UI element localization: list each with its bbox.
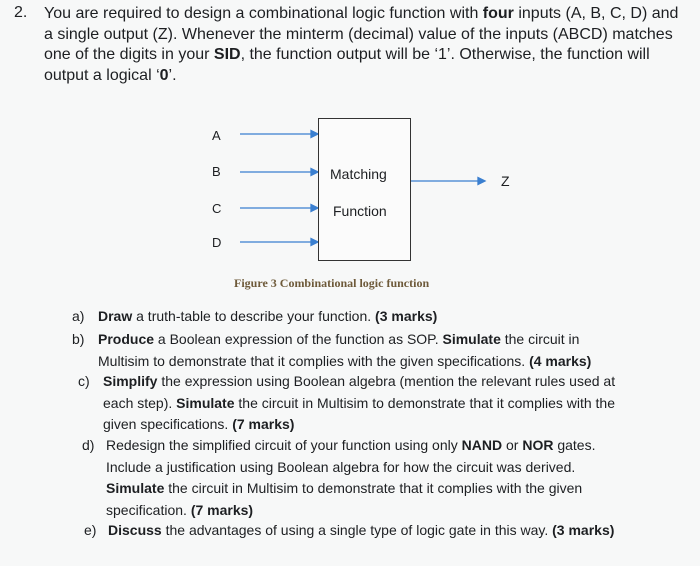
input-label-b: B xyxy=(212,164,221,179)
emphasis-text: (4 marks) xyxy=(529,352,592,369)
figure-caption: Figure 3 Combinational logic function xyxy=(234,276,430,290)
part-label: a) xyxy=(72,308,85,324)
input-label-d: D xyxy=(212,235,222,250)
line-text: , the function output will be ‘1’. Otherwise, the function will xyxy=(240,46,650,63)
emphasis-text: (3 marks) xyxy=(552,522,615,538)
emphasis-text: Simulate xyxy=(176,394,235,411)
input-label-a: A xyxy=(212,128,221,143)
part-line xyxy=(106,457,575,478)
box-label-matching: Matching xyxy=(330,166,387,182)
input-label-c: C xyxy=(212,201,222,216)
line-text: Include a justification using Boolean algebra for how the circuit was derived. xyxy=(106,458,576,475)
part-label: e) xyxy=(84,522,97,538)
part-line xyxy=(108,520,614,541)
part-line xyxy=(106,478,582,499)
line-text: the circuit in Multisim to demonstrate that it complies with the xyxy=(234,394,615,411)
emphasis-text: Simulate xyxy=(442,331,501,347)
line-text: gates. xyxy=(553,437,596,453)
box-label-function: Function xyxy=(333,203,387,219)
line-text: a single output (Z). Whenever the minterm (decimal) value of the inputs (ABCD) matches xyxy=(44,25,673,43)
line-text: ’. xyxy=(168,66,177,84)
line-text: given specifications. xyxy=(103,416,233,432)
part-line xyxy=(106,435,595,456)
part-line xyxy=(106,500,253,521)
emphasis-text: Simplify xyxy=(103,373,158,389)
emphasis-text: (7 marks) xyxy=(232,416,295,432)
emphasis-text: Simulate xyxy=(106,480,165,496)
line-text: You are required to design a combinational logic function with xyxy=(44,5,483,22)
part-line xyxy=(98,351,591,372)
line-text: or xyxy=(502,437,523,453)
part-line xyxy=(98,306,437,327)
part-line xyxy=(98,329,579,350)
line-text: a truth-table to describe your function. xyxy=(132,308,376,324)
line-text: the expression using Boolean algebra (mention the relevant rules used at xyxy=(157,373,616,389)
line-text: the circuit in Multisim to demonstrate that it complies with the given xyxy=(164,480,583,496)
emphasis-text: (3 marks) xyxy=(375,308,438,324)
line-text: one of the digits in your xyxy=(44,46,214,63)
emphasis-text: Produce xyxy=(98,331,155,347)
question-number: 2. xyxy=(14,4,28,21)
part-line xyxy=(103,414,294,435)
emphasis-text: NAND xyxy=(461,437,503,453)
emphasis-text: Discuss xyxy=(108,522,162,538)
line-text: each step). xyxy=(103,394,177,411)
emphasis-text: NOR xyxy=(522,437,554,453)
line-text: a Boolean expression of the function as SOP. xyxy=(154,331,443,347)
emphasis-text: 0 xyxy=(159,66,169,84)
part-label: c) xyxy=(78,373,90,389)
line-text: output a logical ‘ xyxy=(44,66,160,84)
part-line xyxy=(103,393,615,414)
part-label: d) xyxy=(82,437,95,453)
line-text: Redesign the simplified circuit of your function using only xyxy=(106,437,462,453)
emphasis-text: (7 marks) xyxy=(190,501,254,518)
part-line xyxy=(103,371,615,392)
output-label-z: Z xyxy=(501,173,510,189)
emphasis-text: Draw xyxy=(98,308,133,324)
part-label: b) xyxy=(72,331,85,347)
line-text: the advantages of using a single type of logic gate in this way. xyxy=(161,522,553,538)
emphasis-text: four xyxy=(482,5,514,22)
line-text: Multisim to demonstrate that it complies with the given specifications. xyxy=(98,352,530,369)
line-text: inputs (A, B, C, D) and xyxy=(513,5,679,22)
emphasis-text: SID xyxy=(213,46,241,63)
line-text: the circuit in xyxy=(500,331,580,347)
line-text: specification. xyxy=(106,501,191,518)
